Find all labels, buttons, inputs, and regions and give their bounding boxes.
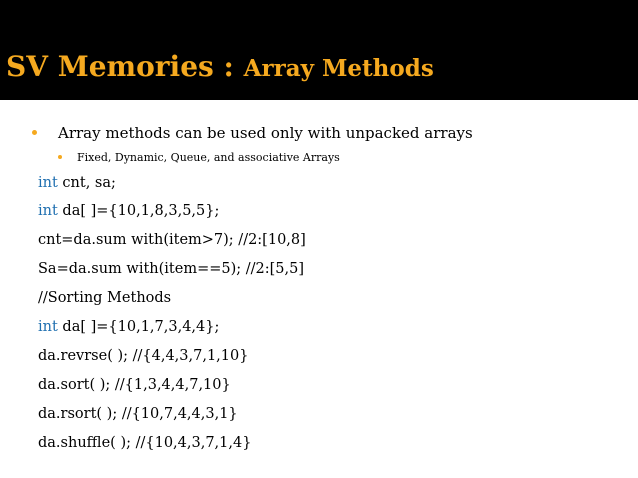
- code-text: //Sorting Methods: [38, 290, 172, 306]
- sub-bullet-item: [77, 152, 340, 163]
- code-text: cnt, sa;: [57, 175, 116, 191]
- code-text: da.shuffle( ); //{10,4,3,7,1,4}: [38, 435, 252, 451]
- bullet-text: Array methods can be used only with unpacked arrays: [58, 124, 473, 142]
- sub-bullet-text: Fixed, Dynamic, Queue, and associative Arrays: [77, 151, 340, 164]
- slide-title: [6, 50, 434, 83]
- bullet-dot-icon: [58, 155, 62, 159]
- code-line: [38, 233, 306, 248]
- code-text: da[ ]={10,1,8,3,5,5};: [57, 203, 220, 219]
- code-text: da.sort( ); //{1,3,4,4,7,10}: [38, 377, 231, 393]
- code-line: [38, 176, 116, 191]
- code-text: cnt=da.sum with(item>7); //2:[10,8]: [38, 232, 306, 248]
- code-text: da.revrse( ); //{4,4,3,7,1,10}: [38, 348, 249, 364]
- code-line: [38, 407, 238, 422]
- code-text: da[ ]={10,1,7,3,4,4};: [57, 319, 220, 335]
- code-line: [38, 291, 171, 306]
- code-text: Sa=da.sum with(item==5); //2:[5,5]: [38, 261, 304, 277]
- code-keyword: int: [38, 175, 58, 191]
- code-text: da.rsort( ); //{10,7,4,4,3,1}: [38, 406, 238, 422]
- code-line: [38, 262, 304, 277]
- code-line: [38, 349, 248, 364]
- code-line: [38, 378, 231, 393]
- bullet-dot-icon: [32, 130, 37, 135]
- title-sub: Array Methods: [243, 55, 434, 82]
- code-line: [38, 204, 219, 219]
- title-bar: [0, 0, 638, 100]
- title-main: SV Memories :: [6, 50, 244, 83]
- code-line: [38, 436, 251, 451]
- code-line: [38, 320, 219, 335]
- code-keyword: int: [38, 319, 58, 335]
- code-keyword: int: [38, 203, 58, 219]
- bullet-item: [58, 126, 473, 141]
